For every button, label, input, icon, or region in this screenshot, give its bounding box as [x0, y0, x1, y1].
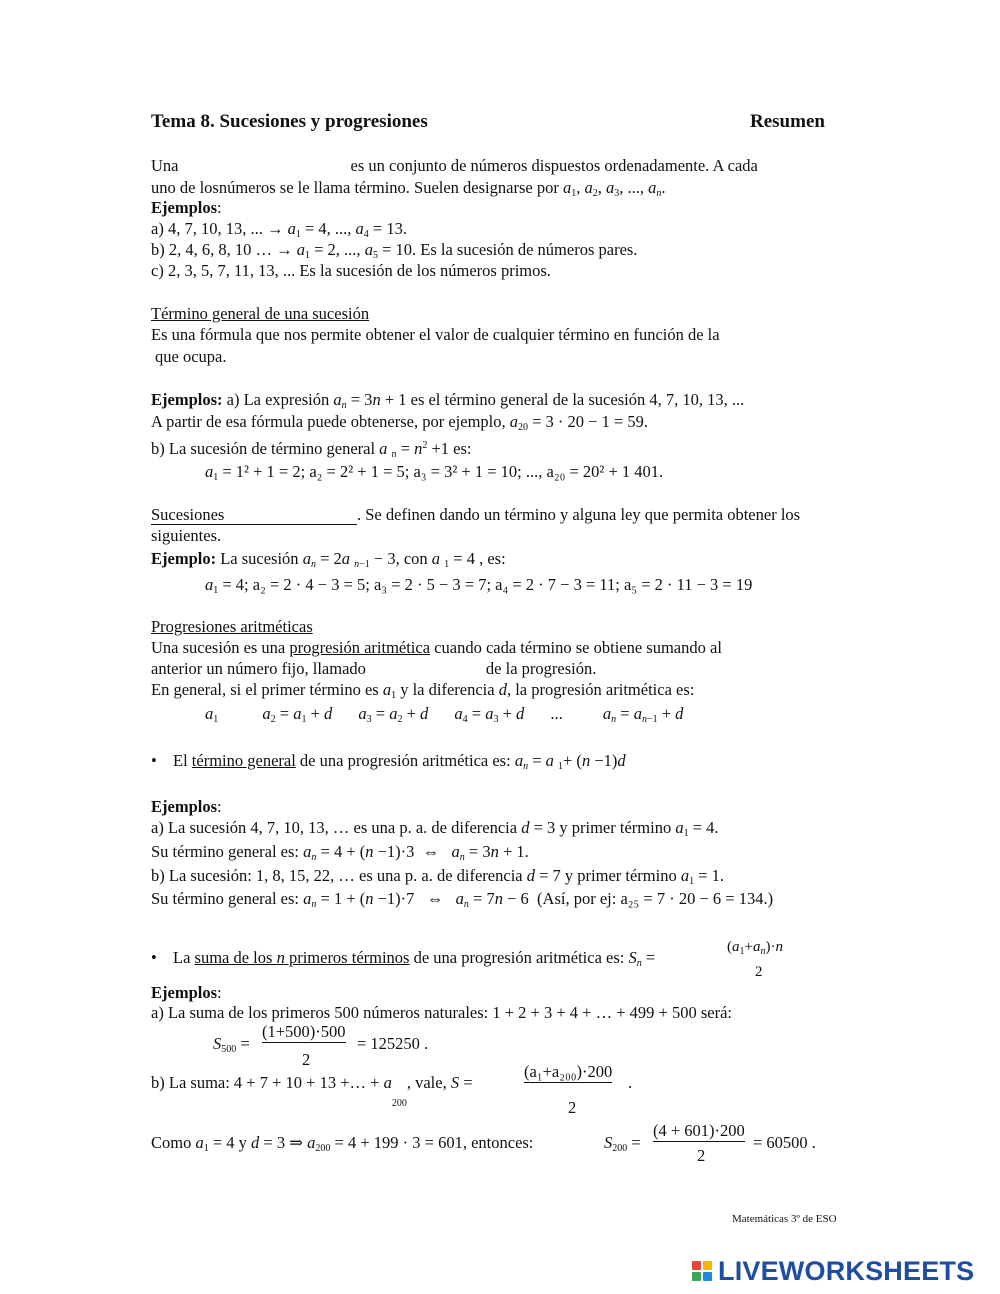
- sum-bullet: • La suma de los n primeros términos de una progresión aritmética es: $S_n$ =: [151, 948, 656, 969]
- sum-example-como: Como $a_1 = 4$ y d = 3 ⇒ $a_{200} = 4 + 199 \cdot 3 = 601$, entonces:: [151, 1133, 534, 1154]
- sum-example-a-denominator: 2: [302, 1050, 311, 1069]
- liveworksheets-logo[interactable]: [692, 1256, 974, 1286]
- example-b: b) 2, 4, 6, 8, 10 … → $a_1 = 2$, ..., $a_5 = 10$. Es la sucesión de números pares.: [151, 240, 638, 261]
- general-term-text-2: que ocupa.: [155, 347, 227, 366]
- sum-formula-denominator: 2: [755, 964, 763, 980]
- summary-label: Resumen: [750, 111, 825, 132]
- sum-example-c-denominator: 2: [697, 1146, 706, 1165]
- general-term-heading: Término general de una sucesión: [151, 304, 370, 323]
- recurrent-example-values: $a_1 = 4$; a₂ = 2 · 4 − 3 = 5; a₃ = 2 · 5 − 3 = 7; a₄ = 2 · 7 − 3 = 11; a₅ = 2 · 11 − 3 = 19: [205, 575, 753, 596]
- general-example-b-values: $a_1 = 1^2 + 1 = 2$; a₂ = 2² + 1 = 5; a₃ = 3² + 1 = 10; ..., a₂₀ = 20² + 1 401.: [205, 462, 664, 483]
- sum-example-c-result: = 60500 .: [753, 1133, 816, 1152]
- examples2-label: Ejemplos:: [151, 797, 222, 816]
- examples2-b2: Su término general es: $a_n = 1 + (n -1)\cdot 7$ ⇔ $a_n = 7n - 6$ (Así, por ej: a₂₅ = 7 · 20 − 6 = 134.): [151, 889, 774, 910]
- arithmetic-heading: Progresiones aritméticas: [151, 617, 313, 636]
- examples2-a2: Su término general es: $a_n = 4 + (n -1)\cdot 3$ ⇔ $a_n = 3n + 1$.: [151, 842, 529, 863]
- sum-example-b-denominator: 2: [568, 1098, 577, 1117]
- arithmetic-text-1: Una sucesión es una progresión aritmética cuando cada término se obtiene sumando al: [151, 638, 722, 657]
- general-example-a2: A partir de esa fórmula puede obtenerse, por ejemplo, $a_{20} = 3 \cdot 20 - 1 = 59$.: [151, 412, 649, 433]
- example-a: a) 4, 7, 10, 13, ... → $a_1 = 4$, ..., $a_4 = 13$.: [151, 219, 407, 240]
- arithmetic-text-3: En general, si el primer término es $a_1$ y la diferencia d, la progresión aritmética es:: [151, 680, 695, 701]
- page-title: Tema 8. Sucesiones y progresiones: [151, 111, 428, 132]
- general-term-text-1: Es una fórmula que nos permite obtener el valor de cualquier término en función de la: [151, 325, 720, 344]
- sum-example-b: b) La suma: 4 + 7 + 10 + 13 +… + $a_{200}$, vale, S =: [151, 1073, 473, 1109]
- sum-formula-numerator: $(a_1+a_n)\cdot n$: [727, 939, 783, 957]
- examples2-b1: b) La sucesión: 1, 8, 15, 22, … es una p. a. de diferencia d = 7 y primer término $a_1 = 1$.: [151, 866, 725, 887]
- recurrent-text-2: siguientes.: [151, 526, 222, 545]
- general-example-a: Ejemplos: a) La expresión $a_n = 3n + 1$ es el término general de la sucesión 4, 7, 10, 13, ...: [151, 390, 745, 411]
- general-term-bullet: • El término general de una progresión aritmética es: $a_n = a$ $_1$+ (n −1)d: [151, 751, 626, 772]
- sum-example-b-numerator: (a₁+a₂₀₀)·200: [524, 1062, 613, 1081]
- arithmetic-sequence: $a_1$ $a_2 = a_1 + d$ $a_3 = a_2 + d$ $a_4 = a_3 + d$ ... $a_n = a_{n-1} + d$: [205, 704, 684, 725]
- recurrent-heading: Sucesiones . Se definen dando un término y alguna ley que permita obtener los: [151, 505, 801, 524]
- recurrent-example: Ejemplo: La sucesión $a_n = 2a$ $_{n-1}$ − 3, con a $_1$ = 4 , es:: [151, 549, 506, 570]
- sum-examples-label: Ejemplos:: [151, 983, 222, 1002]
- intro-line-1: Una es un conjunto de números dispuestos ordenadamente. A cada: [151, 156, 758, 175]
- sum-example-a: a) La suma de los primeros 500 números naturales: 1 + 2 + 3 + 4 + … + 499 + 500 será:: [151, 1003, 732, 1022]
- sum-example-b-dot: .: [628, 1073, 633, 1092]
- example-c: c) 2, 3, 5, 7, 11, 13, ... Es la sucesión de los números primos.: [151, 261, 551, 280]
- intro-line-2: uno de losnúmeros se le llama término. Suelen designarse por $a_1$, $a_2$, $a_3$, ..., $a_n$.: [151, 178, 666, 199]
- sum-example-a-lhs: $S_{500}$ =: [213, 1034, 250, 1055]
- footer-course: Matemáticas 3º de ESO: [732, 1213, 837, 1225]
- sum-example-a-result: = 125250 .: [357, 1034, 429, 1053]
- general-example-b: b) La sucesión de término general a $_n = n^2 +1$ es:: [151, 439, 472, 460]
- examples-label: Ejemplos:: [151, 198, 222, 217]
- sum-example-c-numerator: (4 + 601)·200: [653, 1121, 745, 1140]
- logo-text: LIVEWORKSHEETS: [718, 1255, 975, 1286]
- examples2-a1: a) La sucesión 4, 7, 10, 13, … es una p. a. de diferencia d = 3 y primer término $a_1 = 4$.: [151, 818, 719, 839]
- sum-example-c-lhs: $S_{200}$ =: [604, 1133, 641, 1154]
- sum-example-a-numerator: (1+500)·500: [262, 1022, 346, 1041]
- logo-icon: [692, 1261, 712, 1281]
- arithmetic-text-2: anterior un número fijo, llamado de la progresión.: [151, 659, 597, 678]
